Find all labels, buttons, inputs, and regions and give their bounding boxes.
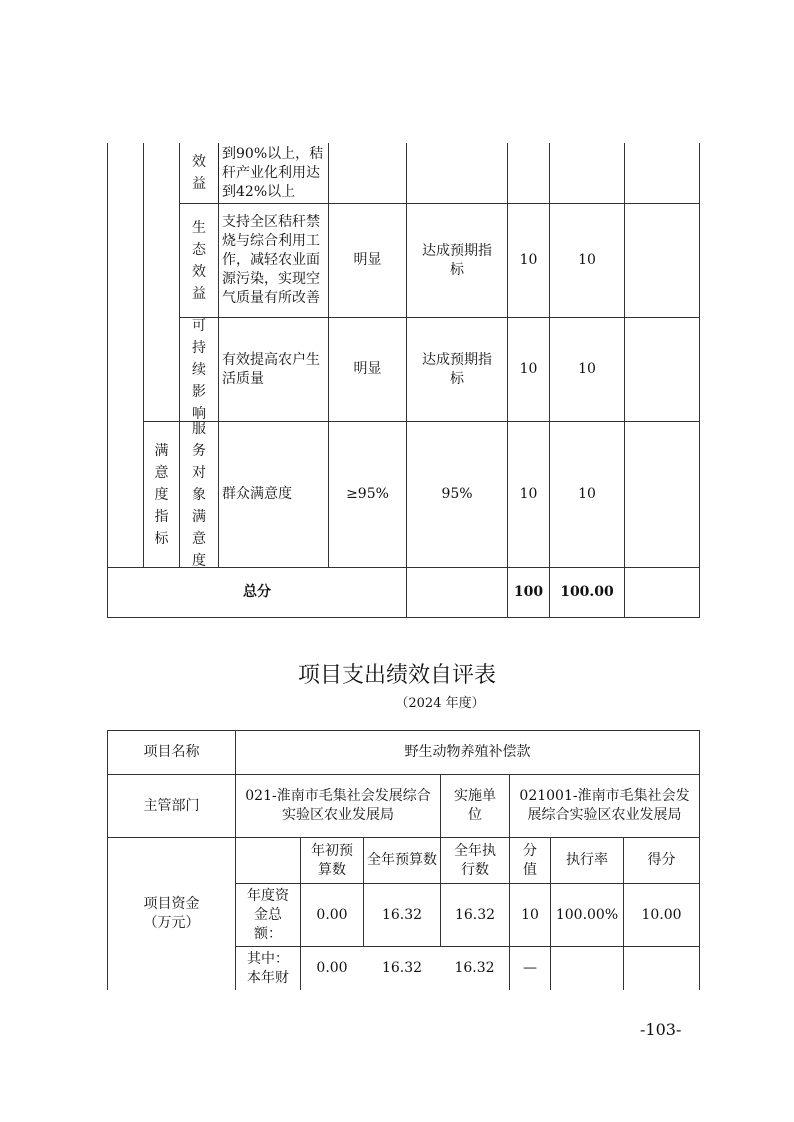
value: 10.00 xyxy=(641,906,682,923)
weight-value: 10 xyxy=(519,361,538,377)
cell-project-name xyxy=(235,730,700,775)
impl-value: 021001-淮南市毛集社会发展综合实验区农业发展局 xyxy=(519,788,690,823)
cell-project-name-label xyxy=(107,730,236,775)
value-cell xyxy=(550,883,624,947)
value: — xyxy=(523,960,537,976)
value-cell xyxy=(509,883,551,947)
cell-total-label xyxy=(107,567,407,618)
cell-category xyxy=(143,421,180,568)
cell-dept-label xyxy=(107,774,236,838)
cell-indicator xyxy=(218,317,329,422)
cell-indicator xyxy=(218,203,329,318)
sub-label: 服务对象满意度 xyxy=(192,420,206,569)
value: 16.32 xyxy=(381,906,423,923)
cell-level1-empty xyxy=(107,143,144,568)
value-cell xyxy=(363,946,441,990)
value-cell xyxy=(623,883,700,947)
target-value: 明显 xyxy=(353,361,382,377)
header-cell xyxy=(550,837,624,884)
score-value: 10 xyxy=(578,486,596,502)
cell-impl xyxy=(509,774,700,838)
header-label: 全年执行数 xyxy=(454,842,496,878)
cell-empty xyxy=(624,203,700,318)
label: 项目名称 xyxy=(143,744,200,760)
cell-sub xyxy=(179,203,219,318)
cell-empty xyxy=(624,143,700,204)
total-weight: 100 xyxy=(513,584,544,600)
sub-label: 生态效益 xyxy=(192,219,206,302)
actual-value: 达成预期指标 xyxy=(422,242,492,278)
indicator-text: 支持全区秸秆禁烧与综合利用工作，减轻农业面源污染，实现空气质量有所改善 xyxy=(222,214,320,306)
target-value: 明显 xyxy=(353,252,382,268)
indicator-text: 有效提高农户生活质量 xyxy=(222,351,320,387)
value-cell xyxy=(440,883,510,947)
label: 主管部门 xyxy=(143,797,200,814)
page-number: -103- xyxy=(640,1020,682,1039)
cell-target xyxy=(328,421,407,568)
row-label-text: 其中：本年财 xyxy=(247,950,289,986)
cell-weight xyxy=(507,421,550,568)
cell-impl-label xyxy=(440,774,510,838)
cell-level2-empty xyxy=(143,143,180,422)
value-cell xyxy=(300,946,364,990)
cell-sub xyxy=(179,421,219,568)
weight-value: 10 xyxy=(519,486,538,502)
header-cell xyxy=(300,837,364,884)
value-cell xyxy=(509,946,551,990)
header-cell xyxy=(440,837,510,884)
actual-value: 95% xyxy=(441,486,473,502)
header-cell xyxy=(363,837,441,884)
value-cell xyxy=(623,946,700,990)
indicator-text: 群众满意度 xyxy=(222,486,292,502)
cell-dept xyxy=(235,774,441,838)
cell-empty xyxy=(328,143,407,204)
cell-actual xyxy=(406,421,508,568)
header-label: 得分 xyxy=(647,852,676,868)
label: 实施单位 xyxy=(454,788,496,823)
total-score: 100.00 xyxy=(560,584,614,600)
cell-funds-label xyxy=(107,837,236,990)
cell-indicator xyxy=(218,143,329,204)
cell-target xyxy=(328,203,407,318)
cell-empty xyxy=(406,143,508,204)
value-cell xyxy=(440,946,510,990)
cell-empty xyxy=(507,143,550,204)
cell-empty xyxy=(624,567,700,618)
cell-score xyxy=(549,317,625,422)
indicator-text: 到90%以上，秸秆产业化利用达到42%以上 xyxy=(222,145,324,200)
cell-sub xyxy=(179,317,219,422)
value: 16.32 xyxy=(454,906,496,923)
cell-sub xyxy=(179,143,219,204)
value-cell xyxy=(550,946,624,990)
cell-empty xyxy=(624,421,700,568)
cell-actual xyxy=(406,203,508,318)
label: 项目资金（万元） xyxy=(143,896,200,931)
actual-value: 达成预期指标 xyxy=(422,351,492,387)
header-label: 分值 xyxy=(523,842,537,878)
value-cell xyxy=(300,883,364,947)
score-value: 10 xyxy=(578,252,596,268)
total-label: 总分 xyxy=(243,584,271,600)
project-name: 野生动物养殖补偿款 xyxy=(404,744,531,760)
value: 0.00 xyxy=(316,960,348,976)
row-label-text: 年度资金总额： xyxy=(247,887,289,942)
cell-empty xyxy=(406,567,508,618)
dept-value: 021-淮南市毛集社会发展综合实验区农业发展局 xyxy=(245,788,431,823)
value: 16.32 xyxy=(381,960,423,976)
value: 0.00 xyxy=(316,906,348,923)
form-title: 项目支出绩效自评表 xyxy=(297,663,496,688)
sub-label: 效益 xyxy=(192,154,206,192)
header-label: 年初预算数 xyxy=(311,842,353,878)
cell-actual xyxy=(406,317,508,422)
header-label: 全年预算数 xyxy=(367,852,437,868)
category-label: 满意度指标 xyxy=(154,442,169,547)
target-value: ≥95% xyxy=(346,486,389,502)
header-cell xyxy=(623,837,700,884)
header-label: 执行率 xyxy=(566,852,608,868)
cell-empty xyxy=(235,837,301,884)
value: 16.32 xyxy=(454,960,495,976)
cell-weight xyxy=(507,317,550,422)
cell-indicator xyxy=(218,421,329,568)
header-cell xyxy=(509,837,551,884)
cell-empty xyxy=(549,143,625,204)
cell-target xyxy=(328,317,407,422)
cell-weight xyxy=(507,203,550,318)
sub-label: 可持续影响 xyxy=(192,317,206,422)
weight-value: 10 xyxy=(519,252,538,268)
cell-score xyxy=(549,421,625,568)
value: 10 xyxy=(521,906,539,923)
form-year: （2024 年度） xyxy=(395,696,485,711)
value-cell xyxy=(363,883,441,947)
row-label xyxy=(235,946,301,990)
row-label xyxy=(235,883,301,947)
cell-empty xyxy=(624,317,700,422)
cell-total-weight xyxy=(507,567,550,618)
score-value: 10 xyxy=(578,361,596,377)
cell-total-score xyxy=(549,567,625,618)
value: 100.00% xyxy=(555,906,619,923)
cell-score xyxy=(549,203,625,318)
